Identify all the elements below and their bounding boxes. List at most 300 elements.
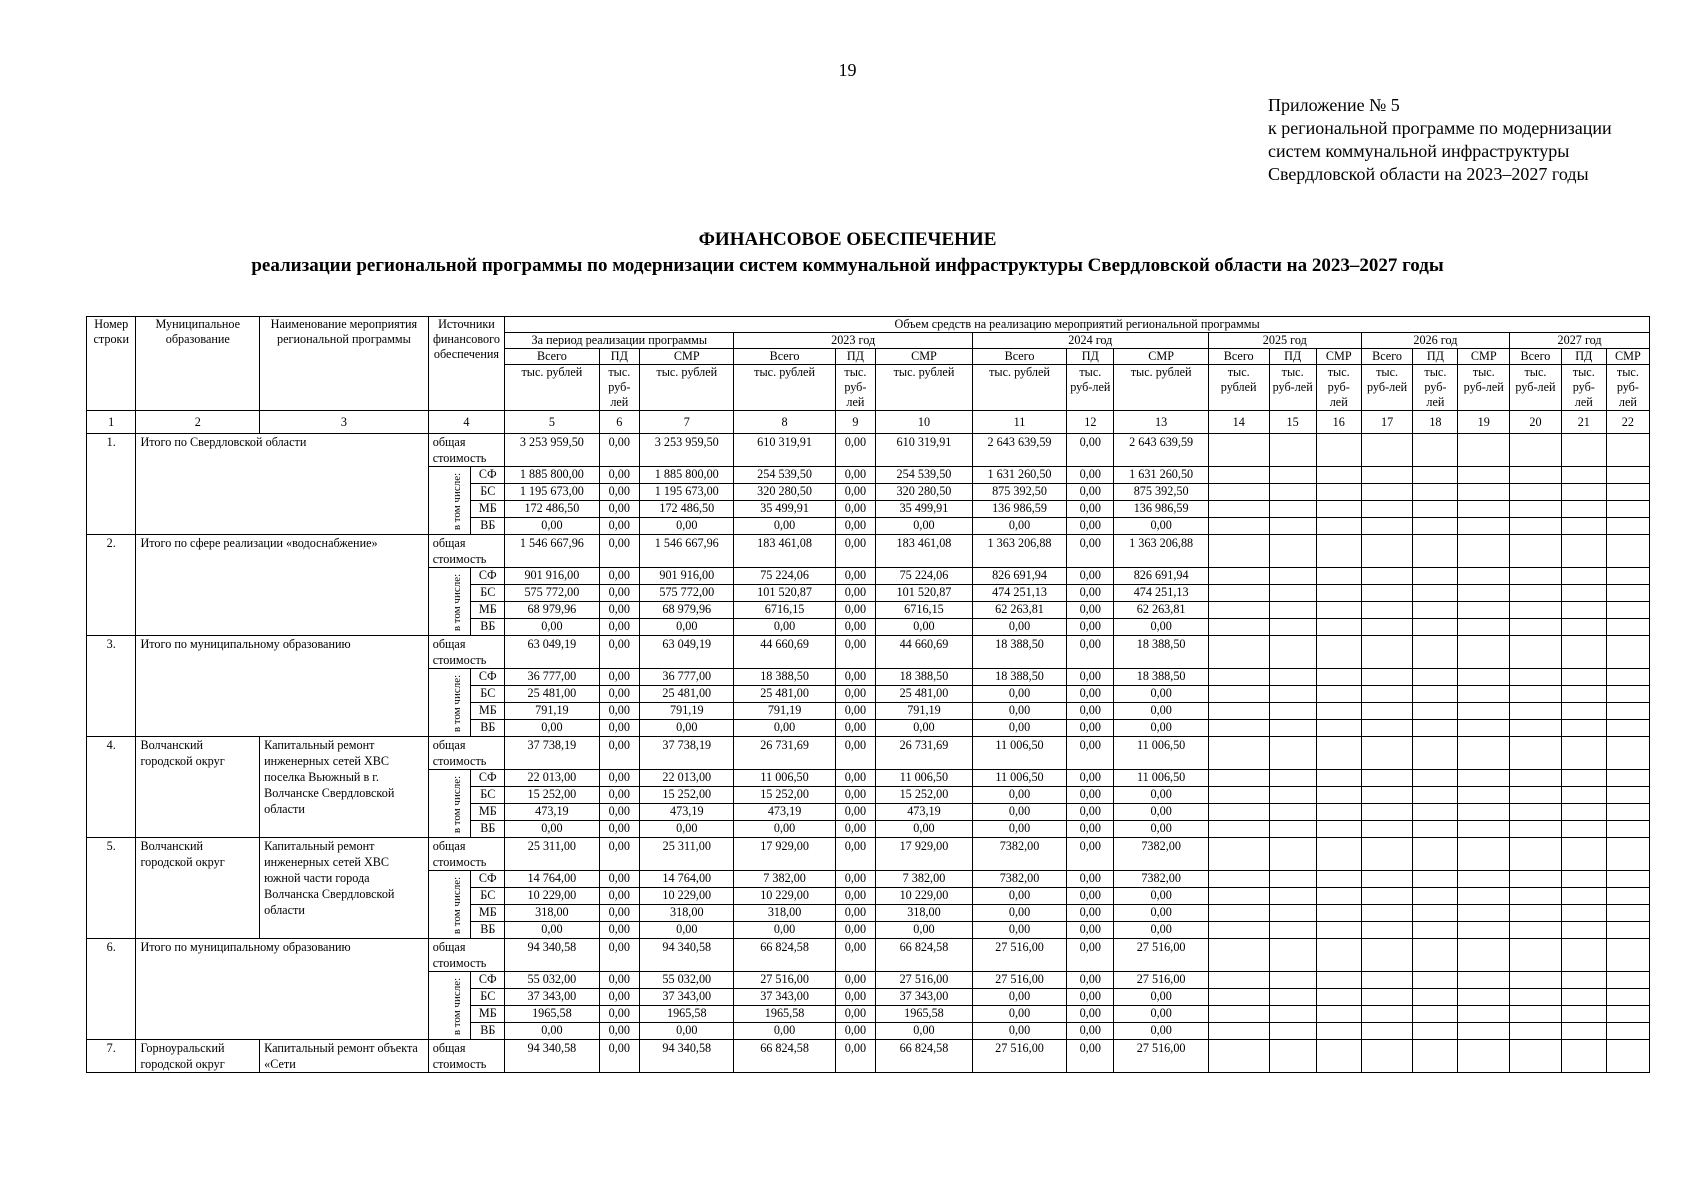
value-cell: 1965,58 (734, 1006, 835, 1023)
value-cell: 0,00 (835, 467, 875, 484)
table-row (87, 737, 1650, 770)
value-cell (1413, 871, 1458, 888)
value-cell (1458, 501, 1510, 518)
value-cell: 0,00 (1067, 989, 1114, 1006)
value-cell (1606, 467, 1649, 484)
value-cell (1510, 636, 1562, 669)
table-body (87, 434, 1650, 1073)
source-code: СФ (471, 871, 505, 888)
value-cell: 0,00 (972, 686, 1066, 703)
value-cell (1606, 619, 1649, 636)
value-cell: 0,00 (1067, 535, 1114, 568)
value-cell: 0,00 (599, 720, 639, 737)
value-cell: 7382,00 (972, 838, 1066, 871)
value-cell: 14 764,00 (640, 871, 734, 888)
value-cell: 0,00 (1114, 686, 1208, 703)
value-cell (1413, 619, 1458, 636)
value-cell: 35 499,91 (734, 501, 835, 518)
value-cell (1269, 501, 1316, 518)
value-cell (1208, 669, 1269, 686)
header-unit: тыс. руб-лей (1269, 365, 1316, 411)
value-cell: 2 643 639,59 (972, 434, 1066, 467)
value-cell (1458, 1006, 1510, 1023)
value-cell: 14 764,00 (505, 871, 599, 888)
value-cell: 36 777,00 (640, 669, 734, 686)
value-cell: 0,00 (1067, 770, 1114, 787)
value-cell (1269, 922, 1316, 939)
value-cell: 0,00 (972, 720, 1066, 737)
header-unit: тыс. руб-лей (1316, 365, 1361, 411)
value-cell (1561, 703, 1606, 720)
value-cell (1269, 535, 1316, 568)
header-unit: тыс. руб-лей (1606, 365, 1649, 411)
value-cell: 473,19 (734, 804, 835, 821)
value-cell (1316, 501, 1361, 518)
finance-table (86, 316, 1650, 1073)
value-cell: 0,00 (599, 602, 639, 619)
value-cell (1561, 602, 1606, 619)
value-cell: 10 229,00 (734, 888, 835, 905)
value-cell: 27 516,00 (1114, 939, 1208, 972)
header-period: 2026 год (1361, 333, 1509, 349)
value-cell (1208, 821, 1269, 838)
header-unit: тыс. руб-лей (1413, 365, 1458, 411)
value-cell: 0,00 (1114, 703, 1208, 720)
value-cell: 26 731,69 (734, 737, 835, 770)
value-cell (1510, 434, 1562, 467)
value-cell: 1965,58 (640, 1006, 734, 1023)
value-cell: 826 691,94 (972, 568, 1066, 585)
row-number: 4. (87, 737, 136, 838)
value-cell: 318,00 (505, 905, 599, 922)
value-cell (1269, 972, 1316, 989)
value-cell (1413, 821, 1458, 838)
value-cell (1606, 939, 1649, 972)
header-subcolumn: СМР (640, 349, 734, 365)
value-cell: 66 824,58 (876, 1040, 973, 1073)
value-cell (1458, 922, 1510, 939)
value-cell (1361, 720, 1413, 737)
value-cell: 0,00 (599, 922, 639, 939)
header-unit: тыс. рублей (734, 365, 835, 411)
title-line-1: ФИНАНСОВОЕ ОБЕСПЕЧЕНИЕ (698, 229, 997, 250)
value-cell: 0,00 (599, 484, 639, 501)
value-cell (1316, 484, 1361, 501)
value-cell: 0,00 (1067, 1023, 1114, 1040)
value-cell: 0,00 (835, 501, 875, 518)
row-number: 7. (87, 1040, 136, 1073)
value-cell (1413, 636, 1458, 669)
value-cell (1208, 737, 1269, 770)
municipality-cell: Итого по Свердловской области (136, 434, 428, 535)
value-cell: 0,00 (835, 1040, 875, 1073)
value-cell (1361, 1023, 1413, 1040)
value-cell (1208, 484, 1269, 501)
value-cell: 0,00 (1114, 804, 1208, 821)
value-cell: 0,00 (835, 568, 875, 585)
total-cost-label: общая стоимость (428, 838, 504, 871)
value-cell: 791,19 (734, 703, 835, 720)
value-cell: 0,00 (599, 669, 639, 686)
value-cell: 473,19 (876, 804, 973, 821)
value-cell: 0,00 (972, 703, 1066, 720)
value-cell: 0,00 (1067, 467, 1114, 484)
value-cell (1458, 467, 1510, 484)
value-cell: 0,00 (599, 1006, 639, 1023)
value-cell: 0,00 (1067, 585, 1114, 602)
value-cell: 0,00 (640, 619, 734, 636)
value-cell (1316, 737, 1361, 770)
value-cell: 0,00 (835, 737, 875, 770)
value-cell (1413, 737, 1458, 770)
source-code: БС (471, 989, 505, 1006)
value-cell (1413, 535, 1458, 568)
column-number: 2 (136, 411, 260, 434)
value-cell (1606, 787, 1649, 804)
value-cell: 35 499,91 (876, 501, 973, 518)
value-cell (1361, 1040, 1413, 1073)
value-cell: 473,19 (640, 804, 734, 821)
value-cell: 0,00 (835, 636, 875, 669)
value-cell: 254 539,50 (734, 467, 835, 484)
value-cell (1361, 1006, 1413, 1023)
value-cell (1510, 804, 1562, 821)
finance-table-wrap (86, 316, 1650, 1073)
value-cell (1606, 804, 1649, 821)
header-subcolumn: ПД (599, 349, 639, 365)
value-cell: 0,00 (505, 821, 599, 838)
value-cell: 0,00 (972, 989, 1066, 1006)
source-code: ВБ (471, 1023, 505, 1040)
column-number: 12 (1067, 411, 1114, 434)
including-label (428, 568, 471, 636)
value-cell: 94 340,58 (640, 939, 734, 972)
value-cell: 37 343,00 (734, 989, 835, 1006)
value-cell: 22 013,00 (640, 770, 734, 787)
table-row (87, 1040, 1650, 1073)
including-label-text: в том числе: (450, 775, 463, 834)
including-label-text: в том числе: (450, 977, 463, 1036)
value-cell (1361, 703, 1413, 720)
value-cell (1316, 972, 1361, 989)
value-cell: 0,00 (876, 821, 973, 838)
value-cell: 0,00 (599, 535, 639, 568)
value-cell: 0,00 (599, 501, 639, 518)
value-cell (1561, 568, 1606, 585)
value-cell (1510, 602, 1562, 619)
value-cell (1208, 686, 1269, 703)
value-cell: 0,00 (835, 585, 875, 602)
header-subcolumn: ПД (1561, 349, 1606, 365)
appendix-line: к региональной программе по модернизации (1268, 118, 1612, 138)
value-cell: 474 251,13 (972, 585, 1066, 602)
value-cell: 0,00 (1067, 787, 1114, 804)
total-cost-label: общая стоимость (428, 939, 504, 972)
value-cell (1510, 787, 1562, 804)
header-unit: тыс. рублей (505, 365, 599, 411)
value-cell (1208, 434, 1269, 467)
value-cell: 55 032,00 (640, 972, 734, 989)
value-cell (1561, 484, 1606, 501)
value-cell (1510, 686, 1562, 703)
source-code: БС (471, 686, 505, 703)
value-cell: 37 738,19 (505, 737, 599, 770)
value-cell: 791,19 (505, 703, 599, 720)
row-number: 1. (87, 434, 136, 535)
table-row (87, 939, 1650, 972)
value-cell (1413, 888, 1458, 905)
value-cell: 0,00 (835, 787, 875, 804)
value-cell: 254 539,50 (876, 467, 973, 484)
value-cell: 0,00 (505, 518, 599, 535)
value-cell (1606, 1006, 1649, 1023)
value-cell: 11 006,50 (1114, 770, 1208, 787)
value-cell (1269, 737, 1316, 770)
value-cell: 575 772,00 (505, 585, 599, 602)
value-cell: 0,00 (599, 686, 639, 703)
value-cell: 27 516,00 (972, 972, 1066, 989)
value-cell (1269, 686, 1316, 703)
value-cell: 0,00 (972, 922, 1066, 939)
header-period: 2027 год (1510, 333, 1650, 349)
value-cell (1208, 939, 1269, 972)
value-cell (1316, 1023, 1361, 1040)
value-cell (1269, 703, 1316, 720)
value-cell (1606, 720, 1649, 737)
value-cell: 0,00 (599, 434, 639, 467)
value-cell: 0,00 (599, 989, 639, 1006)
municipality-cell: Итого по сфере реализации «водоснабжение» (136, 535, 428, 636)
value-cell: 25 311,00 (505, 838, 599, 871)
value-cell (1510, 568, 1562, 585)
row-number: 5. (87, 838, 136, 939)
value-cell (1458, 686, 1510, 703)
value-cell (1361, 838, 1413, 871)
value-cell: 68 979,96 (640, 602, 734, 619)
value-cell (1413, 770, 1458, 787)
value-cell (1208, 585, 1269, 602)
value-cell (1269, 585, 1316, 602)
value-cell (1361, 602, 1413, 619)
value-cell: 0,00 (505, 1023, 599, 1040)
value-cell: 11 006,50 (876, 770, 973, 787)
value-cell (1316, 871, 1361, 888)
value-cell: 101 520,87 (876, 585, 973, 602)
header-subcolumn: Всего (1208, 349, 1269, 365)
value-cell: 18 388,50 (734, 669, 835, 686)
value-cell (1561, 585, 1606, 602)
value-cell (1561, 669, 1606, 686)
value-cell: 18 388,50 (1114, 669, 1208, 686)
value-cell: 0,00 (835, 804, 875, 821)
value-cell (1510, 1006, 1562, 1023)
value-cell: 318,00 (876, 905, 973, 922)
value-cell: 0,00 (972, 1006, 1066, 1023)
value-cell (1510, 669, 1562, 686)
value-cell: 1 363 206,88 (972, 535, 1066, 568)
value-cell (1208, 619, 1269, 636)
header-subcolumn: СМР (1316, 349, 1361, 365)
source-code: СФ (471, 568, 505, 585)
value-cell (1606, 838, 1649, 871)
value-cell (1510, 838, 1562, 871)
row-number: 6. (87, 939, 136, 1040)
header-column-numbers (87, 411, 1650, 434)
value-cell: 68 979,96 (505, 602, 599, 619)
value-cell: 36 777,00 (505, 669, 599, 686)
value-cell: 0,00 (1114, 518, 1208, 535)
value-cell: 7382,00 (972, 871, 1066, 888)
value-cell (1510, 871, 1562, 888)
value-cell (1361, 636, 1413, 669)
value-cell (1458, 939, 1510, 972)
value-cell (1561, 888, 1606, 905)
value-cell: 172 486,50 (640, 501, 734, 518)
value-cell (1413, 434, 1458, 467)
value-cell: 27 516,00 (876, 972, 973, 989)
value-cell: 66 824,58 (876, 939, 973, 972)
value-cell (1316, 669, 1361, 686)
value-cell: 25 481,00 (734, 686, 835, 703)
value-cell (1269, 1040, 1316, 1073)
value-cell: 0,00 (734, 619, 835, 636)
value-cell (1413, 720, 1458, 737)
value-cell (1361, 568, 1413, 585)
value-cell: 3 253 959,50 (640, 434, 734, 467)
value-cell: 37 343,00 (640, 989, 734, 1006)
header-subcolumn: ПД (1269, 349, 1316, 365)
value-cell (1269, 434, 1316, 467)
value-cell: 22 013,00 (505, 770, 599, 787)
value-cell (1269, 636, 1316, 669)
value-cell: 11 006,50 (972, 737, 1066, 770)
value-cell: 17 929,00 (734, 838, 835, 871)
value-cell (1208, 871, 1269, 888)
value-cell (1458, 821, 1510, 838)
value-cell (1510, 922, 1562, 939)
value-cell (1269, 568, 1316, 585)
value-cell (1413, 602, 1458, 619)
value-cell: 0,00 (599, 770, 639, 787)
value-cell (1208, 602, 1269, 619)
value-cell (1561, 686, 1606, 703)
value-cell (1361, 972, 1413, 989)
column-number: 3 (260, 411, 429, 434)
value-cell (1361, 888, 1413, 905)
value-cell (1606, 669, 1649, 686)
value-cell: 0,00 (835, 1023, 875, 1040)
value-cell: 0,00 (1114, 888, 1208, 905)
column-number: 19 (1458, 411, 1510, 434)
value-cell: 1 546 667,96 (505, 535, 599, 568)
value-cell (1606, 770, 1649, 787)
value-cell: 875 392,50 (1114, 484, 1208, 501)
value-cell: 44 660,69 (734, 636, 835, 669)
value-cell: 0,00 (1114, 821, 1208, 838)
header-unit: тыс. руб-лей (1361, 365, 1413, 411)
value-cell: 183 461,08 (734, 535, 835, 568)
value-cell: 63 049,19 (640, 636, 734, 669)
measure-cell: Капитальный ремонт инженерных сетей ХВС поселка Вьюжный в г. Волчанске Свердловской области (260, 737, 429, 838)
value-cell (1361, 585, 1413, 602)
value-cell: 0,00 (599, 619, 639, 636)
value-cell (1316, 518, 1361, 535)
source-code: БС (471, 787, 505, 804)
value-cell (1561, 939, 1606, 972)
table-row (87, 434, 1650, 467)
value-cell (1606, 501, 1649, 518)
value-cell (1458, 770, 1510, 787)
value-cell (1606, 905, 1649, 922)
value-cell (1510, 888, 1562, 905)
value-cell: 0,00 (1067, 602, 1114, 619)
value-cell (1413, 686, 1458, 703)
value-cell (1458, 1040, 1510, 1073)
value-cell: 1965,58 (876, 1006, 973, 1023)
value-cell: 3 253 959,50 (505, 434, 599, 467)
value-cell: 0,00 (1067, 939, 1114, 972)
value-cell (1606, 821, 1649, 838)
value-cell: 0,00 (835, 838, 875, 871)
value-cell: 37 738,19 (640, 737, 734, 770)
value-cell (1208, 535, 1269, 568)
column-number: 21 (1561, 411, 1606, 434)
value-cell (1458, 720, 1510, 737)
value-cell: 27 516,00 (972, 939, 1066, 972)
source-code: ВБ (471, 720, 505, 737)
header-subcolumn: Всего (505, 349, 599, 365)
header-subcolumn: Всего (1510, 349, 1562, 365)
source-code: СФ (471, 770, 505, 787)
value-cell: 0,00 (1114, 1006, 1208, 1023)
source-code: МБ (471, 501, 505, 518)
value-cell: 1 195 673,00 (505, 484, 599, 501)
source-code: БС (471, 585, 505, 602)
value-cell (1361, 905, 1413, 922)
header-unit: тыс. руб-лей (1510, 365, 1562, 411)
source-code: СФ (471, 467, 505, 484)
value-cell: 37 343,00 (876, 989, 973, 1006)
value-cell (1510, 939, 1562, 972)
value-cell (1458, 585, 1510, 602)
value-cell (1361, 804, 1413, 821)
value-cell: 0,00 (505, 619, 599, 636)
header-unit: тыс. рублей (640, 365, 734, 411)
value-cell (1316, 905, 1361, 922)
value-cell (1269, 1023, 1316, 1040)
value-cell (1361, 821, 1413, 838)
header-measure: Наименование мероприятия региональной программы (260, 317, 429, 411)
header-subcolumn: СМР (1606, 349, 1649, 365)
measure-cell: Капитальный ремонт объекта «Сети (260, 1040, 429, 1073)
value-cell: 0,00 (599, 939, 639, 972)
value-cell: 10 229,00 (876, 888, 973, 905)
value-cell (1510, 467, 1562, 484)
value-cell: 7 382,00 (734, 871, 835, 888)
source-code: МБ (471, 1006, 505, 1023)
value-cell (1561, 770, 1606, 787)
source-code: БС (471, 484, 505, 501)
source-code: ВБ (471, 619, 505, 636)
value-cell (1458, 484, 1510, 501)
value-cell: 101 520,87 (734, 585, 835, 602)
value-cell (1269, 838, 1316, 871)
value-cell (1316, 939, 1361, 972)
value-cell: 15 252,00 (734, 787, 835, 804)
value-cell (1561, 871, 1606, 888)
value-cell (1458, 787, 1510, 804)
value-cell (1316, 888, 1361, 905)
